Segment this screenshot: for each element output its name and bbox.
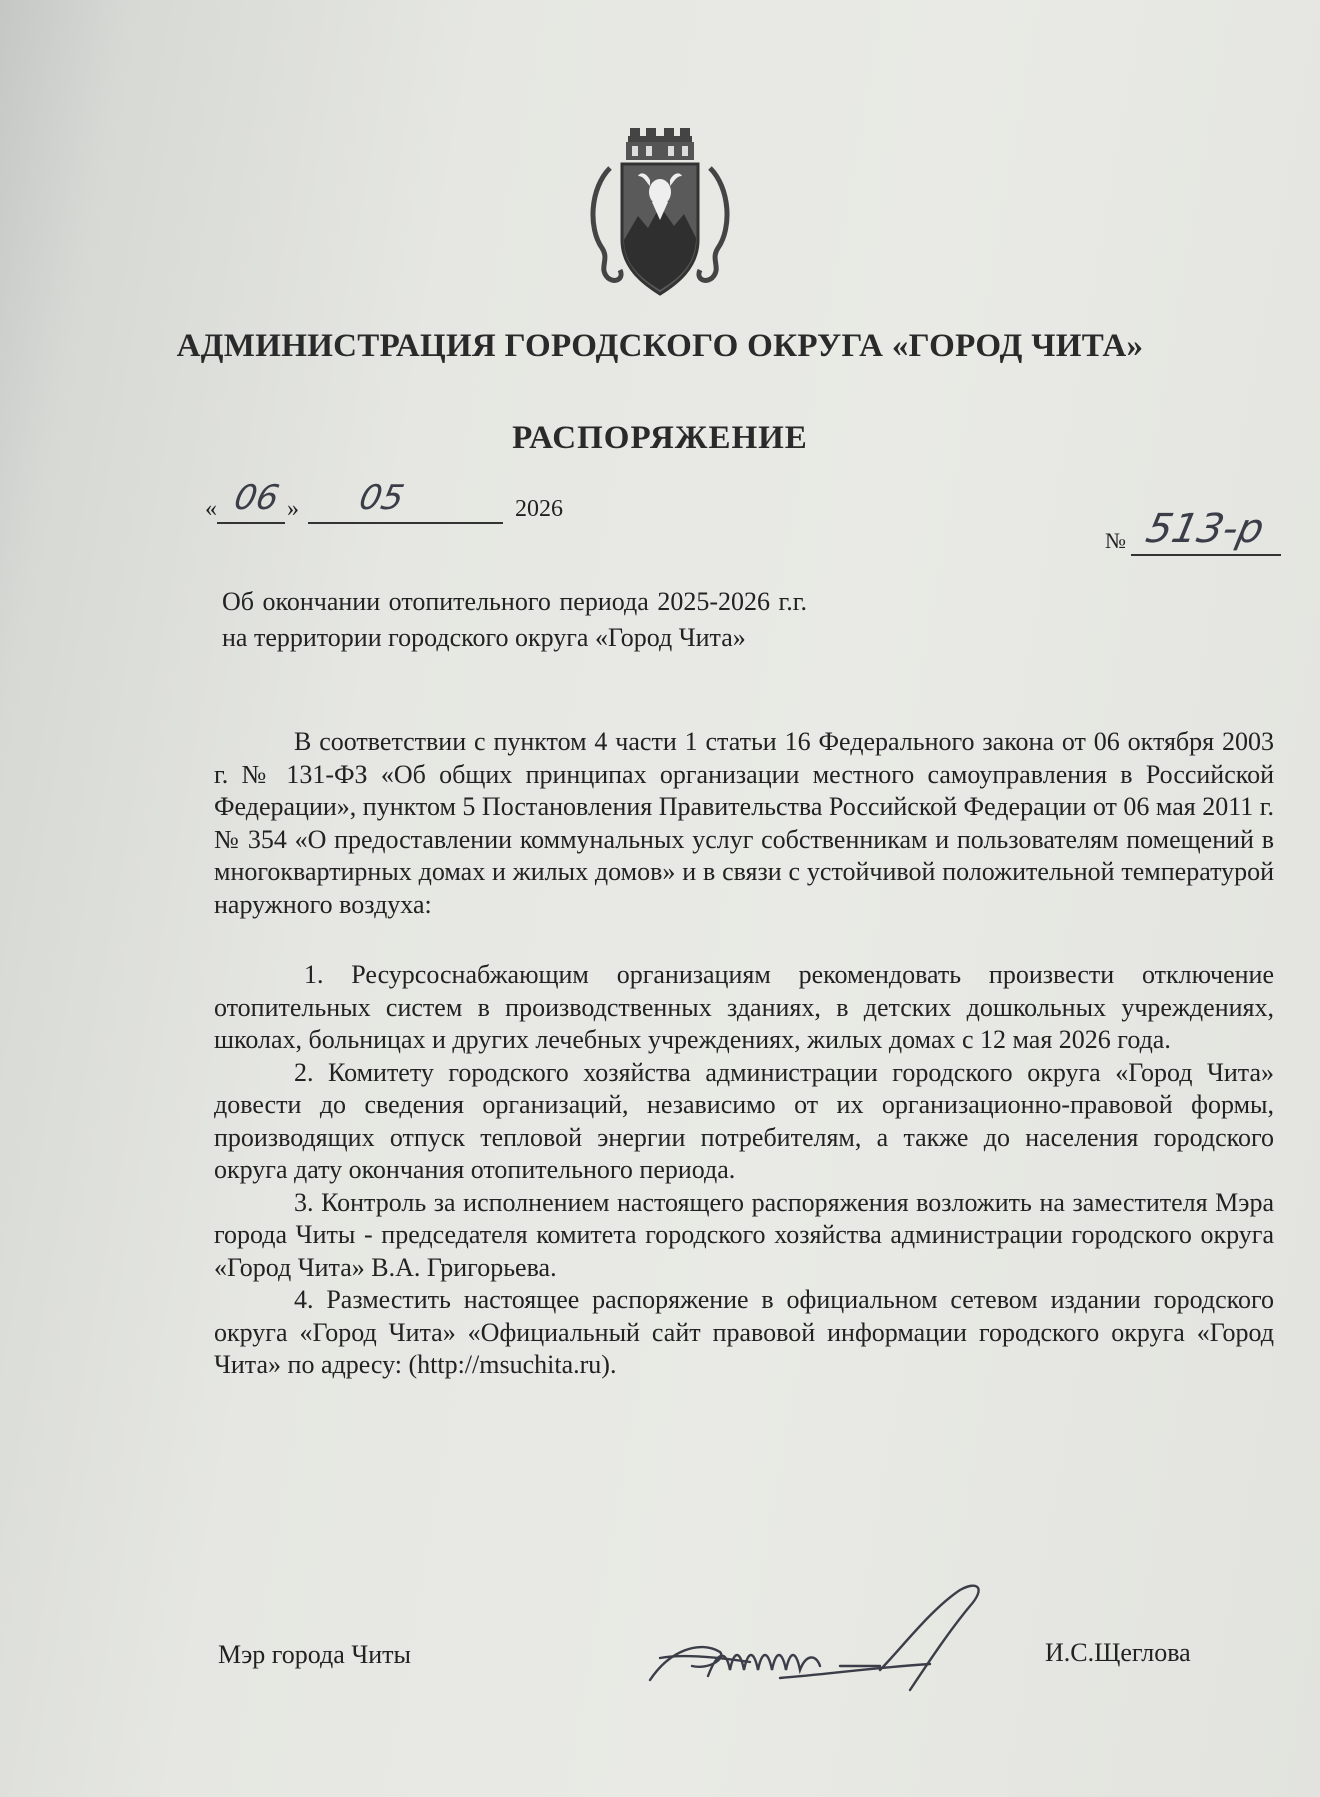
item-paragraph: 2. Комитету городского хозяйства администрации городского округа «Город Чита» довести до сведения организаций, независимо от их организационно-правовой формы, производящих отпуск тепловой энергии потребителям, а также до населения городского округа дату окончания отопительного периода.: [214, 1057, 1274, 1184]
number-label: №: [1105, 528, 1126, 553]
document-number-field: [1105, 508, 1285, 568]
item-paragraph: 4. Разместить настоящее распоряжение в официальном сетевом издании городского округа «Город Чита» «Официальный сайт правовой информации городского округа «Город Чита» по адресу: (http://msuchita.ru).: [214, 1285, 1274, 1379]
date-open-quote: «: [205, 496, 217, 522]
coat-of-arms-icon: [580, 128, 740, 308]
date-close-quote: »: [287, 496, 299, 522]
preamble-paragraph: В соответствии с пунктом 4 части 1 статьи 16 Федерального закона от 06 октября 2003 г. № 131-ФЗ «Об общих принципах организации местного самоуправления в Российской Федерации», пунктом 5 Постановления Правительства Российской Федерации от 06 мая 2011 г. № 354 «О предоставлении коммунальных услуг собственникам и пользователям помещений в многоквартирных домах и жилых домов» и в связи с устойчивой положительной температурой наружного воздуха:: [214, 727, 1274, 919]
date-day-underline: [217, 522, 285, 524]
document-body: [214, 726, 1274, 1382]
item-paragraph: 3. Контроль за исполнением настоящего распоряжения возложить на заместителя Мэра города Читы - председателя комитета городского хозяйства администрации городского округа «Город Чита» В.А. Григорьева.: [214, 1187, 1274, 1282]
date-day-handwritten: 06: [230, 478, 283, 518]
organization-title: АДМИНИСТРАЦИЯ ГОРОДСКОГО ОКРУГА «ГОРОД ЧИТА»: [176, 328, 1144, 364]
number-handwritten: 513-р: [1142, 506, 1269, 552]
number-underline: [1131, 554, 1281, 556]
date-year: 2026: [515, 496, 563, 522]
date-month-handwritten: 05: [355, 478, 408, 518]
date-field: [205, 480, 605, 530]
date-month-underline: [308, 522, 503, 524]
item-paragraph: 1. Ресурсоснабжающим организациям рекомендовать произвести отключение отопительных систем в производственных зданиях, в детских дошкольных учреждениях, школах, больницах и других лечебных учреждениях, жилых домах с 12 мая 2026 года.: [214, 960, 1274, 1054]
handwritten-signature-icon: [630, 1570, 1020, 1710]
signer-title: Мэр города Читы: [218, 1640, 411, 1669]
document-subject: Об окончании отопительного периода 2025-2026 г.г. на территории городского округа «Город Чита»: [222, 587, 807, 652]
document-type-title: РАСПОРЯЖЕНИЕ: [512, 420, 808, 456]
signer-name: И.С.Щеглова: [1045, 1638, 1191, 1667]
